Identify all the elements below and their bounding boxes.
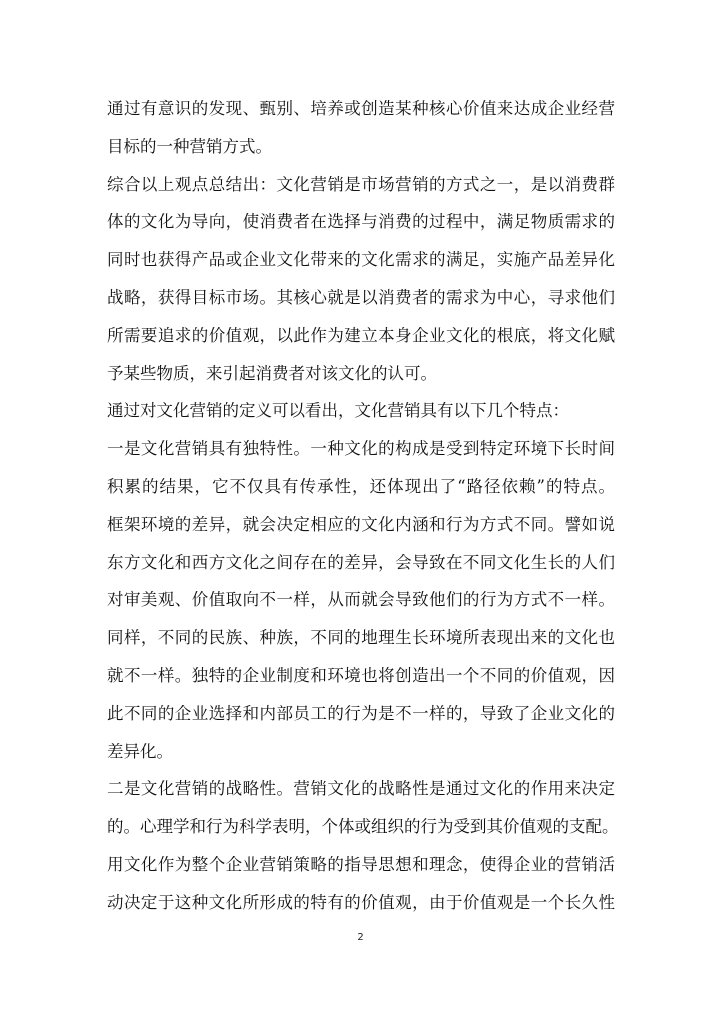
text-line: 通过有意识的发现、甄别、培养或创造某种核心价值来达成企业经营 <box>107 99 615 118</box>
text-line: 予某些物质，来引起消费者对该文化的认可。 <box>107 363 437 383</box>
text-line: 此不同的企业选择和内部员工的行为是不一样的，导致了企业文化的 <box>107 703 615 723</box>
text-line: 同样，不同的民族、种族，不同的地理生长环境所表现出来的文化也 <box>107 628 615 648</box>
text-line: 一是文化营销具有独特性。一种文化的构成是受到特定环境下长时间 <box>107 439 615 459</box>
text-line: 动决定于这种文化所形成的特有的价值观，由于价值观是一个长久性 <box>107 892 615 912</box>
text-line: 所需要追求的价值观，以此作为建立本身企业文化的根底，将文化赋 <box>107 325 615 345</box>
page-number: 2 <box>357 932 364 943</box>
text-line: 框架环境的差异，就会决定相应的文化内涵和行为方式不同。譬如说 <box>107 514 615 534</box>
text-line: 用文化作为整个企业营销策略的指导思想和理念，使得企业的营销活 <box>107 854 615 874</box>
text-line: 差异化。 <box>107 741 173 761</box>
text-line: 体的文化为导向，使消费者在选择与消费的过程中，满足物质需求的 <box>107 212 615 232</box>
text-line: 战略，获得目标市场。其核心就是以消费者的需求为中心，寻求他们 <box>107 287 615 307</box>
text-line: 二是文化营销的战略性。营销文化的战略性是通过文化的作用来决定 <box>107 779 615 799</box>
text-line: 对审美观、价值取向不一样，从而就会导致他们的行为方式不一样。 <box>107 590 615 610</box>
text-line: 通过对文化营销的定义可以看出，文化营销具有以下几个特点： <box>107 401 569 421</box>
text-line: 的。心理学和行为科学表明，个体或组织的行为受到其价值观的支配。 <box>107 817 619 837</box>
body-text <box>107 90 619 922</box>
text-line: 东方文化和西方文化之间存在的差异，会导致在不同文化生长的人们 <box>107 552 615 572</box>
text-line: 就不一样。独特的企业制度和环境也将创造出一个不同的价值观，因 <box>107 665 615 685</box>
text-line: 综合以上观点总结出：文化营销是市场营销的方式之一，是以消费群 <box>107 174 615 194</box>
text-line: 目标的一种营销方式。 <box>107 136 272 156</box>
text-line: 积累的结果，它不仅具有传承性，还体现出了“路径依赖”的特点。 <box>107 476 615 496</box>
text-line: 同时也获得产品或企业文化带来的文化需求的满足，实施产品差异化 <box>107 250 615 270</box>
